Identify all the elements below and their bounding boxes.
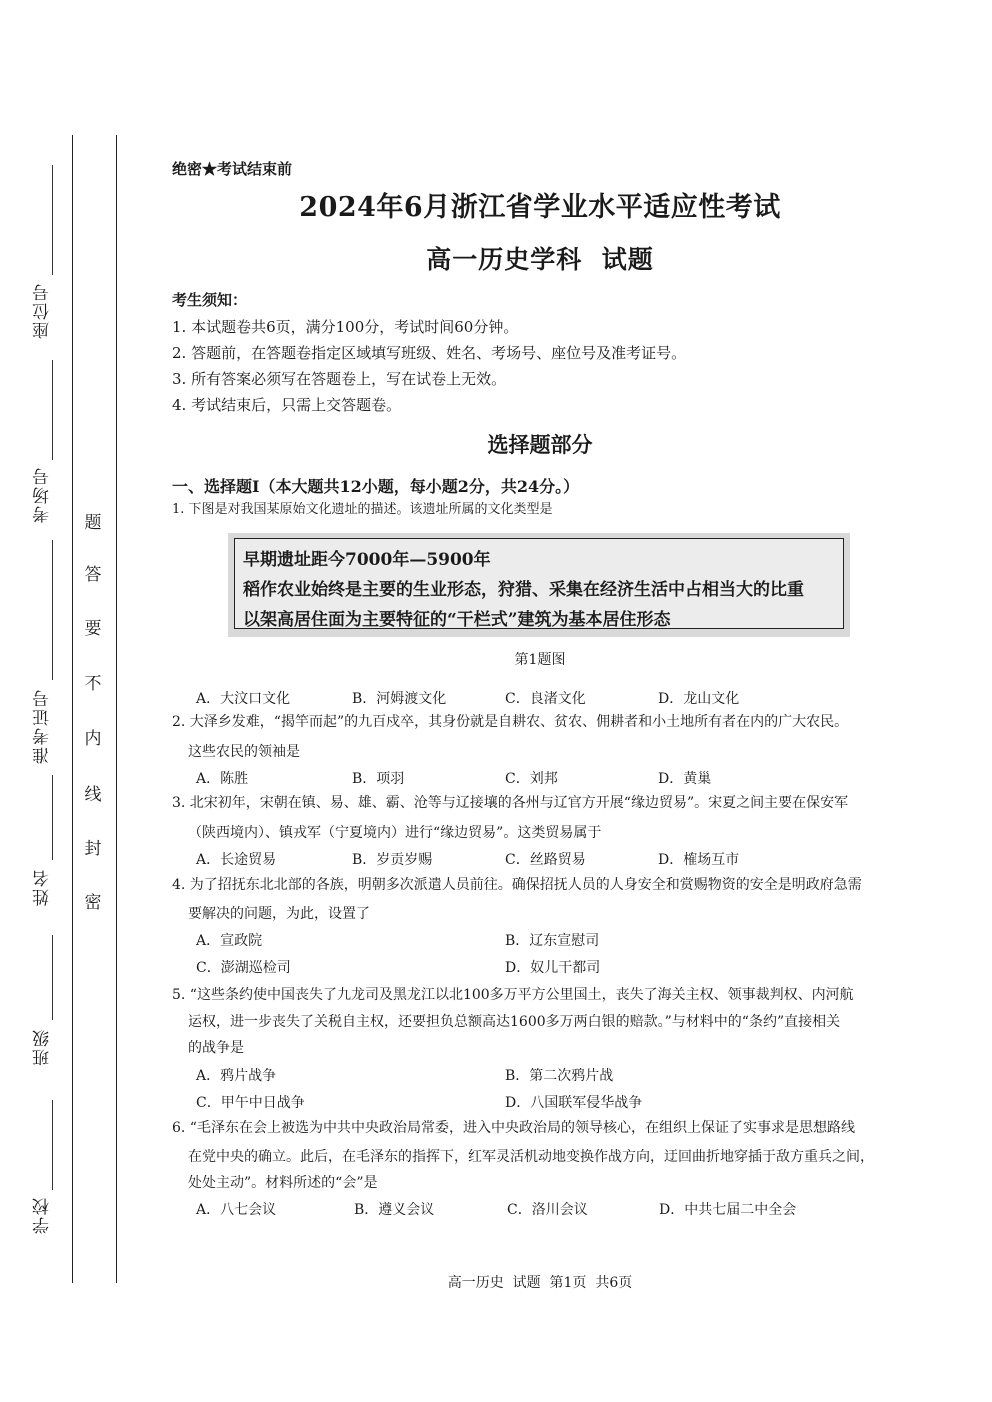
seal-char: 封 — [84, 839, 102, 859]
option[interactable]: A．陈胜 — [196, 771, 249, 787]
question-stem: 这些农民的领袖是 — [188, 744, 300, 760]
notice-item: 4. 考试结束后，只需上交答题卷。 — [172, 396, 402, 414]
option[interactable]: B．第二次鸦片战 — [505, 1068, 614, 1084]
seat-blank[interactable] — [52, 165, 53, 275]
option[interactable]: A．长途贸易 — [196, 852, 277, 868]
option[interactable]: B．河姆渡文化 — [352, 691, 447, 707]
class-blank[interactable] — [52, 935, 53, 1020]
seal-char: 不 — [84, 674, 102, 694]
page-footer: 高一历史 试题 第1页 共6页 — [447, 1275, 633, 1291]
ticket-blank[interactable] — [52, 540, 53, 680]
name-label: 姓名 — [33, 868, 53, 906]
option[interactable]: A．鸦片战争 — [196, 1068, 277, 1084]
option[interactable]: D．八国联军侵华战争 — [505, 1095, 643, 1111]
seal-char: 答 — [84, 565, 102, 585]
question-stem: （陕西境内）、镇戎军（宁夏境内）进行“缘边贸易”。这类贸易属于 — [188, 825, 602, 841]
option[interactable]: D．龙山文化 — [658, 691, 740, 707]
option[interactable]: B．遵义会议 — [354, 1202, 435, 1218]
option[interactable]: B．岁贡岁赐 — [352, 852, 433, 868]
seat-label: 座位号 — [33, 282, 53, 339]
room-label: 考场号 — [33, 466, 53, 523]
notice-item: 1. 本试题卷共6页，满分100分，考试时间60分钟。 — [172, 318, 519, 336]
notice-item: 2. 答题前，在答题卷指定区域填写班级、姓名、考场号、座位号及准考证号。 — [172, 344, 687, 362]
figure-caption: 第1题图 — [514, 652, 566, 668]
question-stem: 处处主动”。材料所述的“会”是 — [188, 1175, 378, 1191]
secret-label: 绝密★考试结束前 — [172, 160, 293, 178]
question-stem: 3. 北宋初年，宋朝在镇、易、雄、霸、沧等与辽接壤的各州与辽官方开展“缘边贸易”。宋夏之间主要在保安军 — [172, 795, 849, 811]
option[interactable]: D．中共七届二中全会 — [659, 1202, 797, 1218]
margin-line-inner — [116, 135, 117, 1283]
option[interactable]: D．榷场互市 — [658, 852, 740, 868]
exam-subtitle: 高一历史学科 试题 — [426, 245, 654, 274]
seal-char: 线 — [84, 785, 102, 805]
seal-char: 要 — [84, 619, 102, 639]
option[interactable]: A．八七会议 — [196, 1202, 277, 1218]
question-stem: 6. “毛泽东在会上被选为中共中央政治局常委，进入中央政治局的领导核心，在组织上保证了实事求是思想路线 — [172, 1120, 855, 1136]
seal-char: 内 — [84, 729, 102, 749]
option[interactable]: C．洛川会议 — [507, 1202, 588, 1218]
option[interactable]: B．项羽 — [352, 771, 405, 787]
school-label: 学校 — [33, 1196, 53, 1234]
question-stem: 的战争是 — [188, 1040, 244, 1056]
option[interactable]: C．良渚文化 — [505, 691, 586, 707]
option[interactable]: C．甲午中日战争 — [196, 1095, 305, 1111]
question-stem: 要解决的问题，为此，设置了 — [188, 906, 370, 922]
class-label: 班级 — [33, 1028, 53, 1066]
notice-heading: 考生须知： — [172, 291, 248, 309]
seal-char: 题 — [84, 513, 102, 533]
question-stem: 1. 下图是对我国某原始文化遗址的描述。该遗址所属的文化类型是 — [172, 502, 553, 517]
margin-line-outer — [72, 135, 73, 1283]
option[interactable]: B．辽东宣慰司 — [505, 933, 600, 949]
option[interactable]: C．澎湖巡检司 — [196, 960, 291, 976]
notice-item: 3. 所有答案必须写在答题卷上，写在试卷上无效。 — [172, 370, 507, 388]
ticket-label: 准考证号 — [33, 688, 53, 764]
part-heading: 一、选择题Ⅰ（本大题共12小题，每小题2分，共24分。） — [172, 477, 580, 496]
question-stem: 在党中央的确立。此后，在毛泽东的指挥下，红军灵活机动地变换作战方向，迂回曲折地穿插于敌方重兵之间， — [188, 1149, 874, 1165]
school-blank[interactable] — [52, 1100, 53, 1190]
option[interactable]: D．黄巢 — [658, 771, 712, 787]
question-stem: 运权，进一步丧失了关税自主权，还要担负总额高达1600多万两白银的赔款。”与材料中的“条约”直接相关 — [188, 1014, 841, 1030]
option[interactable]: C．刘邦 — [505, 771, 558, 787]
option[interactable]: A．大汶口文化 — [196, 691, 291, 707]
question-stem: 4. 为了招抚东北北部的各族，明朝多次派遣人员前往。确保招抚人员的人身安全和赏赐物资的安全是明政府急需 — [172, 877, 862, 893]
question-stem: 5. “这些条约使中国丧失了九龙司及黑龙江以北100多万平方公里国土，丧失了海关主权、领事裁判权、内河航 — [172, 987, 854, 1003]
option[interactable]: A．宣政院 — [196, 933, 263, 949]
figure-line: 稻作农业始终是主要的生业形态，狩猎、采集在经济生活中占相当大的比重 — [243, 580, 804, 600]
figure-line: 早期遗址距今7000年—5900年 — [243, 550, 491, 570]
section-title: 选择题部分 — [487, 432, 593, 457]
figure-line: 以架高居住面为主要特征的“干栏式”建筑为基本居住形态 — [243, 610, 671, 630]
option[interactable]: C．丝路贸易 — [505, 852, 586, 868]
option[interactable]: D．奴儿干都司 — [505, 960, 601, 976]
question-stem: 2. 大泽乡发难，“揭竿而起”的九百戍卒，其身份就是自耕农、贫农、佣耕者和小土地所有者在内的广大农民。 — [172, 714, 849, 730]
exam-title: 2024年6月浙江省学业水平适应性考试 — [299, 192, 781, 223]
name-blank[interactable] — [52, 775, 53, 860]
seal-char: 密 — [84, 893, 102, 913]
question-figure — [228, 533, 850, 637]
room-blank[interactable] — [52, 360, 53, 460]
